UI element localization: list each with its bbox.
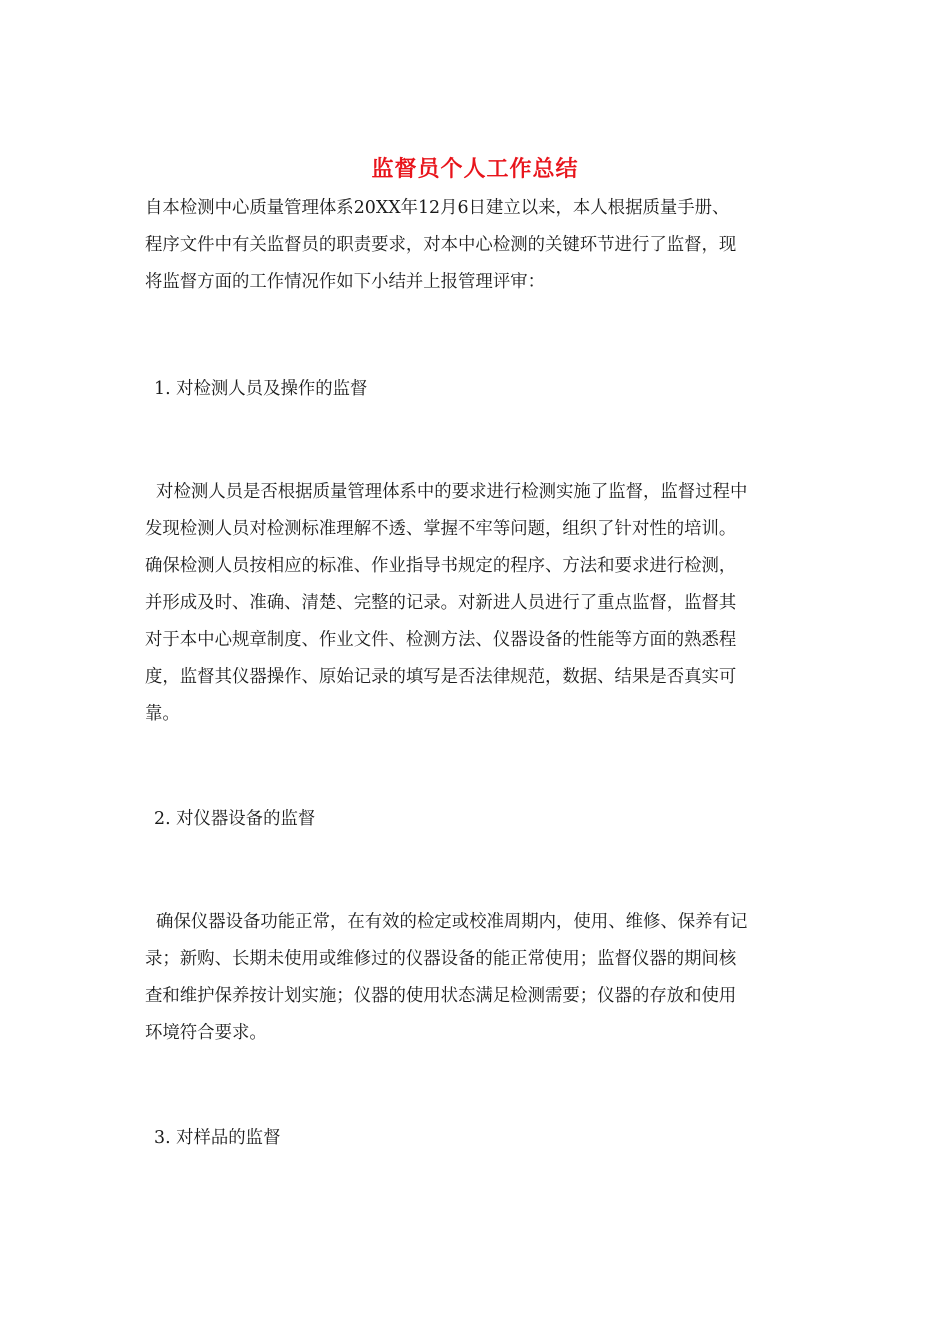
body-line: 查和维护保养按计划实施；仪器的使用状态满足检测需要；仪器的存放和使用 <box>145 986 737 1006</box>
body-line: 并形成及时、准确、清楚、完整的记录。对新进人员进行了重点监督，监督其 <box>145 593 737 613</box>
intro-line: 将监督方面的工作情况作如下小结并上报管理评审： <box>145 272 545 292</box>
body-line: 确保检测人员按相应的标准、作业指导书规定的程序、方法和要求进行检测， <box>145 556 737 576</box>
body-line: 度，监督其仪器操作、原始记录的填写是否法律规范，数据、结果是否真实可 <box>145 667 737 687</box>
body-line: 对检测人员是否根据质量管理体系中的要求进行检测实施了监督，监督过程中 <box>145 482 748 502</box>
intro-paragraph <box>145 190 810 301</box>
intro-line: 程序文件中有关监督员的职责要求，对本中心检测的关键环节进行了监督，现 <box>145 235 737 255</box>
body-line: 靠。 <box>145 704 180 724</box>
body-line: 发现检测人员对检测标准理解不透、掌握不牢等问题，组织了针对性的培训。 <box>145 519 737 539</box>
body-line: 对于本中心规章制度、作业文件、检测方法、仪器设备的性能等方面的熟悉程 <box>145 630 737 650</box>
document-title: 监督员个人工作总结 <box>371 156 579 182</box>
section-heading-2: 2. 对仪器设备的监督 <box>154 809 316 829</box>
body-line: 录；新购、长期未使用或维修过的仪器设备的能正常使用；监督仪器的期间核 <box>145 949 737 969</box>
section-heading-1: 1. 对检测人员及操作的监督 <box>154 379 368 399</box>
section-body-1 <box>145 474 810 733</box>
section-body-2 <box>145 904 810 1052</box>
section-heading-3: 3. 对样品的监督 <box>154 1128 281 1148</box>
body-line: 确保仪器设备功能正常，在有效的检定或校准周期内，使用、维修、保养有记 <box>145 912 748 932</box>
intro-line: 自本检测中心质量管理体系20XX年12月6日建立以来，本人根据质量手册、 <box>145 198 730 218</box>
body-line: 环境符合要求。 <box>145 1023 267 1043</box>
